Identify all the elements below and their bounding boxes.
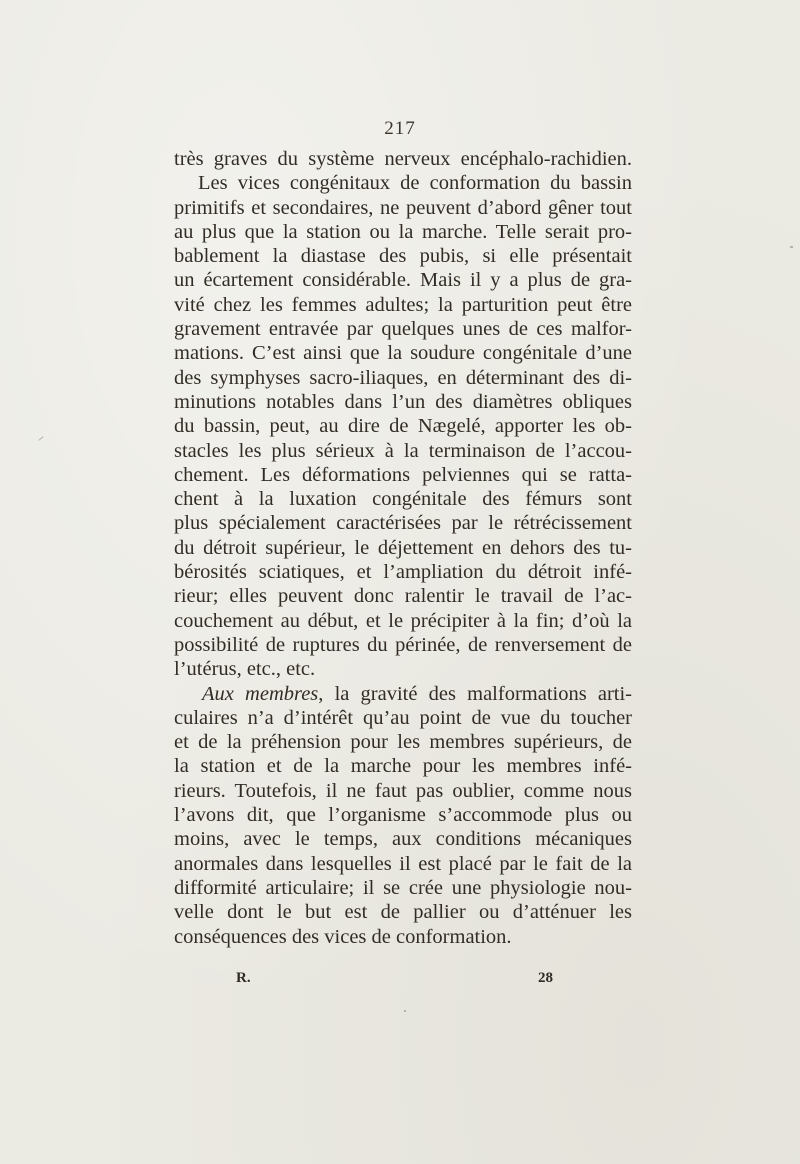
text-line-paragraph-start [174, 682, 632, 706]
text-line: l’avons dit, que l’organisme s’accommode plus ou [174, 804, 632, 827]
text-line: rieur; elles peuvent donc ralentir le travail de l’ac- [174, 585, 632, 608]
text-line: rieurs. Toutefois, il ne faut pas oublier, comme nous [174, 779, 632, 802]
signature-number: 28 [538, 970, 553, 986]
text-line: très graves du système nerveux encéphalo-rachidien. [174, 148, 632, 170]
paper-speck [404, 1010, 406, 1012]
text-line: vité chez les femmes adultes; la parturition peut être [174, 293, 632, 316]
text-line: du bassin, peut, au dire de Nægelé, apporter les ob- [174, 415, 632, 438]
signature-letter: R. [236, 970, 251, 986]
italic-phrase: Aux membres [202, 682, 319, 705]
text-line: plus spécialement caractérisées par le rétrécissement [174, 512, 632, 535]
text-line: bablement la diastase des pubis, si elle présentait [174, 245, 632, 268]
text-line: mations. C’est ainsi que la soudure congénitale d’une [174, 342, 632, 365]
text-line: chent à la luxation congénitale des fémurs sont [174, 488, 632, 511]
text-line: difformité articulaire; il se crée une physiologie nou- [174, 876, 632, 899]
text-line: et de la préhension pour les membres supérieurs, de [174, 731, 632, 754]
text-line: anormales dans lesquelles il est placé par le fait de la [174, 852, 632, 875]
text-line: la station et de la marche pour les membres infé- [174, 755, 632, 778]
paper-speck [38, 436, 43, 441]
text-line: stacles les plus sérieux à la terminaison de l’accou- [174, 439, 632, 462]
text-line: au plus que la station ou la marche. Telle serait pro- [174, 220, 632, 243]
text-line: Les vices congénitaux de conformation du bassin [198, 172, 632, 195]
text-line: possibilité de ruptures du périnée, de renversement de [174, 633, 632, 656]
text-line: bérosités sciatiques, et l’ampliation du détroit infé- [174, 561, 632, 584]
page-number: 217 [384, 118, 416, 139]
text-line: chement. Les déformations pelviennes qui se ratta- [174, 463, 632, 486]
text-line: velle dont le but est de pallier ou d’atténuer les [174, 901, 632, 924]
body-text [174, 147, 632, 949]
text-line: primitifs et secondaires, ne peuvent d’abord gêner tout [174, 196, 632, 219]
text-line: culaires n’a d’intérêt qu’au point de vue du toucher [174, 706, 632, 729]
text-line: gravement entravée par quelques unes de ces malfor- [174, 318, 632, 341]
text-line: couchement au début, et le précipiter à la fin; d’où la [174, 609, 632, 632]
text-line: l’utérus, etc., etc. [174, 658, 316, 681]
text-line: moins, avec le temps, aux conditions mécaniques [174, 828, 632, 851]
text-line: conséquences des vices de conformation. [174, 925, 512, 948]
text-line: des symphyses sacro-iliaques, en déterminant des di- [174, 366, 632, 389]
text-line: minutions notables dans l’un des diamètres obliques [174, 390, 632, 413]
page-footer [0, 970, 800, 994]
text-line: du détroit supérieur, le déjettement en dehors des tu- [174, 536, 632, 559]
paper-speck [790, 246, 793, 248]
text-fragment: , la gravité des malformations arti- [318, 682, 632, 705]
text-line: un écartement considérable. Mais il y a plus de gra- [174, 269, 632, 292]
